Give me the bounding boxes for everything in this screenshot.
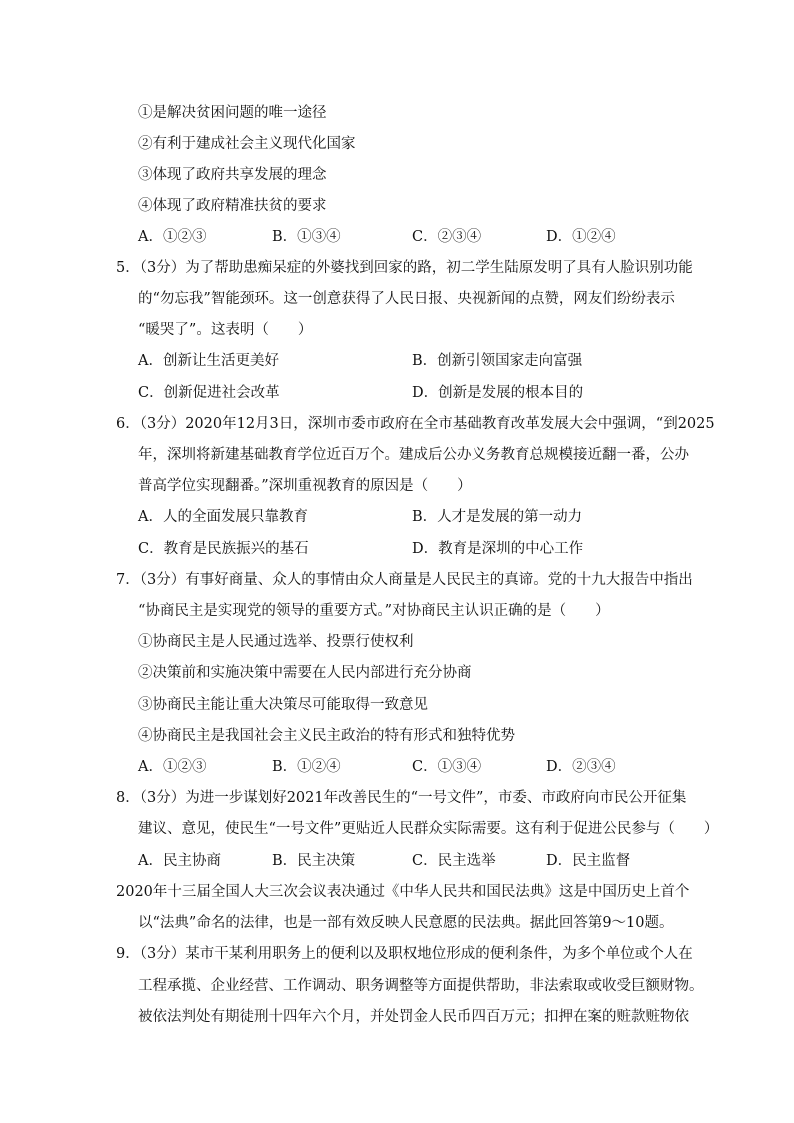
q4-option-c: C．②③④ bbox=[412, 229, 482, 245]
q7-item-4: ④协商民主是我国社会主义民主政治的特有形式和独特优势 bbox=[138, 728, 515, 744]
q7-option-d: D．②③④ bbox=[546, 759, 616, 775]
q7-option-b: B．①②④ bbox=[272, 759, 341, 775]
q8-option-d: D．民主监督 bbox=[546, 853, 631, 869]
q6-option-c: C．教育是民族振兴的基石 bbox=[138, 541, 309, 557]
q9-stem-line-1: 9．（3分）某市干某利用职务上的便利以及职权地位形成的便利条件，为多个单位或个人在 bbox=[116, 946, 693, 962]
q4-option-a: A．①②③ bbox=[138, 229, 207, 245]
q6-stem-line-2: 年，深圳将新建基础教育学位近百万个。建成后公办义务教育总规模接近翻一番，公办 bbox=[138, 447, 689, 463]
q7-stem-line-1: 7．（3分）有事好商量、众人的事情由众人商量是人民民主的真谛。党的十九大报告中指出 bbox=[116, 572, 693, 588]
intro-line-1: 2020年十三届全国人大三次会议表决通过《中华人民共和国民法典》这是中国历史上首个 bbox=[116, 884, 690, 900]
q7-option-a: A．①②③ bbox=[138, 759, 207, 775]
q6-option-b: B．人才是发展的第一动力 bbox=[412, 509, 583, 525]
q9-stem-line-2: 工程承揽、企业经营、工作调动、职务调整等方面提供帮助，非法索取或收受巨额财物。 bbox=[138, 978, 704, 994]
q6-stem-line-3: 普高学位实现翻番。”深圳重视教育的原因是（ ） bbox=[138, 478, 472, 494]
q8-option-c: C．民主选举 bbox=[412, 853, 496, 869]
q7-item-2: ②决策前和实施决策中需要在人民内部进行充分协商 bbox=[138, 665, 472, 681]
q6-option-a: A．人的全面发展只靠教育 bbox=[138, 509, 308, 525]
q4-item-2: ②有利于建成社会主义现代化国家 bbox=[138, 136, 356, 152]
q5-stem-line-1: 5．（3分）为了帮助患痴呆症的外婆找到回家的路，初二学生陆原发明了具有人脸识别功能 bbox=[116, 260, 693, 276]
q7-item-1: ①协商民主是人民通过选举、投票行使权利 bbox=[138, 634, 414, 650]
q4-option-d: D．①②④ bbox=[546, 229, 616, 245]
q5-stem-line-2: 的“勿忘我”智能颈环。这一创意获得了人民日报、央视新闻的点赞，网友们纷纷表示 bbox=[138, 291, 675, 307]
q5-stem-line-3: “暖哭了”。这表明（ ） bbox=[138, 322, 313, 338]
q8-stem-line-2: 建议、意见，使民生“一号文件”更贴近人民群众实际需要。这有利于促进公民参与（ ） bbox=[138, 821, 719, 837]
q8-option-a: A．民主协商 bbox=[138, 853, 221, 869]
q5-option-b: B．创新引领国家走向富强 bbox=[412, 353, 583, 369]
intro-line-2: 以“法典”命名的法律，也是一部有效反映人民意愿的民法典。据此回答第9～10题。 bbox=[138, 915, 674, 931]
q5-option-d: D．创新是发展的根本目的 bbox=[412, 385, 584, 401]
q4-item-4: ④体现了政府精准扶贫的要求 bbox=[138, 198, 327, 214]
q6-option-d: D．教育是深圳的中心工作 bbox=[412, 541, 584, 557]
q9-stem-line-3: 被依法判处有期徒刑十四年六个月，并处罚金人民币四百万元；扣押在案的赃款赃物依 bbox=[138, 1009, 689, 1025]
q4-item-3: ③体现了政府共享发展的理念 bbox=[138, 167, 327, 183]
q6-stem-line-1: 6．（3分）2020年12月3日，深圳市委市政府在全市基础教育改革发展大会中强调，“到2025 bbox=[116, 416, 715, 432]
q5-option-a: A．创新让生活更美好 bbox=[138, 353, 279, 369]
q5-option-c: C．创新促进社会改革 bbox=[138, 385, 280, 401]
q8-option-b: B．民主决策 bbox=[272, 853, 356, 869]
q7-option-c: C．①③④ bbox=[412, 759, 482, 775]
q8-stem-line-1: 8．（3分）为进一步谋划好2021年改善民生的“一号文件”，市委、市政府向市民公开征集 bbox=[116, 790, 687, 806]
q7-stem-line-2: “协商民主是实现党的领导的重要方式。”对协商民主认识正确的是（ ） bbox=[138, 603, 610, 619]
q7-item-3: ③协商民主能让重大决策尽可能取得一致意见 bbox=[138, 697, 428, 713]
q4-item-1: ①是解决贫困问题的唯一途径 bbox=[138, 105, 327, 121]
q4-option-b: B．①③④ bbox=[272, 229, 341, 245]
